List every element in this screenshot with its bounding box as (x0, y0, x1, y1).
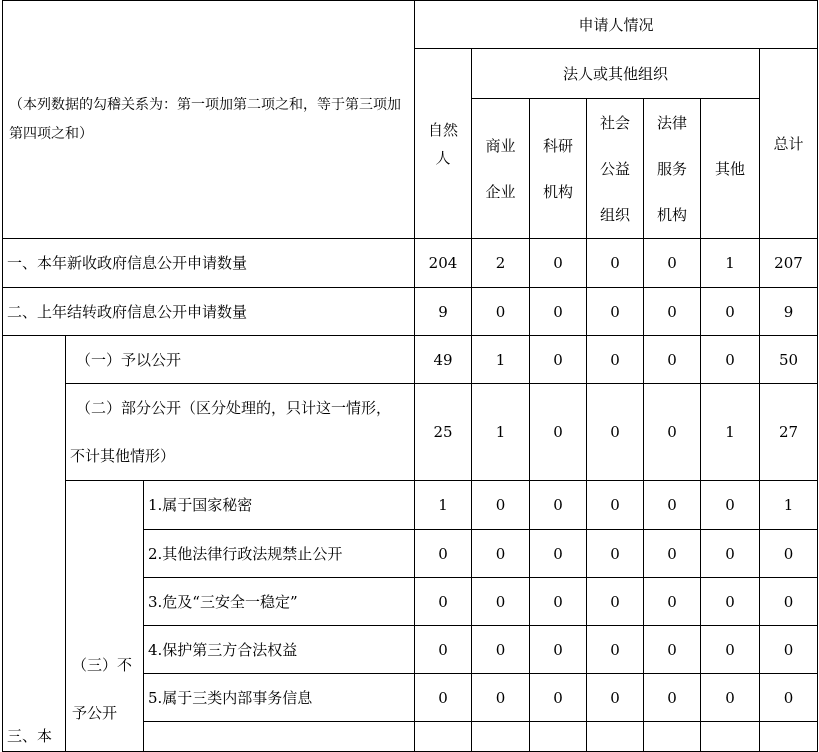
research-line-2: 机构 (542, 182, 573, 201)
continued-cell (530, 722, 587, 752)
cell-total: 27 (760, 384, 818, 481)
row-label: 一、本年新收政府信息公开申请数量 (3, 239, 415, 288)
note-text: （本列数据的勾稽关系为：第一项加第二项之和，等于第三项加第四项之和） (9, 96, 401, 142)
row-label: 4.保护第三方合法权益 (144, 626, 415, 674)
cell-natural-person: 1 (415, 481, 472, 530)
legal-service-line-2: 服务 (656, 159, 687, 178)
cell-legal-service: 0 (644, 530, 701, 578)
commercial-line-1: 商业 (485, 136, 516, 155)
cell-public-welfare: 0 (587, 578, 644, 626)
cell-total: 0 (760, 626, 818, 674)
cell-total: 0 (760, 530, 818, 578)
header-row-1 (3, 1, 818, 49)
research-line-1: 科研 (542, 136, 573, 155)
continued-cell (701, 722, 760, 752)
cell-legal-service: 0 (644, 578, 701, 626)
header-note (3, 1, 415, 239)
cell-public-welfare: 0 (587, 674, 644, 722)
cell-other: 0 (701, 626, 760, 674)
cell-commercial: 0 (472, 674, 530, 722)
table-row (3, 481, 818, 530)
application-statistics-table (2, 0, 818, 752)
cell-total: 9 (760, 288, 818, 336)
section-3-label: 三、本 (7, 727, 53, 745)
cell-total: 207 (760, 239, 818, 288)
cell-natural-person: 0 (415, 674, 472, 722)
natural-person-label: 自然人 (427, 120, 458, 167)
cell-natural-person: 0 (415, 530, 472, 578)
cell-legal-service: 0 (644, 674, 701, 722)
col-natural-person (415, 49, 472, 239)
cell-commercial: 1 (472, 336, 530, 384)
cell-other: 0 (701, 578, 760, 626)
public-welfare-line-3: 组织 (599, 205, 630, 224)
cell-other: 0 (701, 530, 760, 578)
public-welfare-line-2: 公益 (599, 159, 630, 178)
continued-cell (587, 722, 644, 752)
col-legal-service (644, 99, 701, 239)
section-3-label-cell (3, 336, 66, 752)
cell-commercial: 0 (472, 288, 530, 336)
cell-research: 0 (530, 578, 587, 626)
cell-commercial: 0 (472, 626, 530, 674)
cell-commercial: 0 (472, 530, 530, 578)
cell-research: 0 (530, 626, 587, 674)
table-row (3, 288, 818, 336)
cell-research: 0 (530, 530, 587, 578)
table-row (3, 336, 818, 384)
continued-cell (644, 722, 701, 752)
row-label: 5.属于三类内部事务信息 (144, 674, 415, 722)
col-research (530, 99, 587, 239)
cell-commercial: 0 (472, 578, 530, 626)
cell-legal-service: 0 (644, 336, 701, 384)
commercial-line-2: 企业 (485, 182, 516, 201)
legal-service-line-3: 机构 (656, 205, 687, 224)
cell-public-welfare: 0 (587, 626, 644, 674)
cell-research: 0 (530, 336, 587, 384)
continued-cell (415, 722, 472, 752)
cell-total: 0 (760, 578, 818, 626)
row-label-line-2: 不计其他情形） (70, 447, 176, 465)
row-label-line-1: （二）部分公开（区分处理的，只计这一情形， (76, 399, 392, 417)
cell-public-welfare: 0 (587, 530, 644, 578)
cell-other: 1 (701, 384, 760, 481)
not-disclosed-group-cell (66, 481, 144, 752)
cell-natural-person: 0 (415, 626, 472, 674)
table-row (3, 384, 818, 481)
cell-research: 0 (530, 384, 587, 481)
cell-research: 0 (530, 288, 587, 336)
statistics-table-page (2, 0, 817, 745)
row-label: 3.危及“三安全一稳定” (144, 578, 415, 626)
cell-legal-service: 0 (644, 481, 701, 530)
row-label (66, 384, 415, 481)
cell-other: 0 (701, 288, 760, 336)
continued-cell (760, 722, 818, 752)
row-label: 2.其他法律行政法规禁止公开 (144, 530, 415, 578)
legal-person-group-header: 法人或其他组织 (472, 49, 760, 99)
cell-other: 0 (701, 336, 760, 384)
cell-total: 50 (760, 336, 818, 384)
cell-natural-person: 49 (415, 336, 472, 384)
continued-label-cell (144, 722, 415, 752)
cell-commercial: 2 (472, 239, 530, 288)
cell-legal-service: 0 (644, 626, 701, 674)
legal-service-line-1: 法律 (656, 113, 687, 132)
applicant-situation-header: 申请人情况 (415, 1, 818, 49)
col-other: 其他 (701, 99, 760, 239)
cell-legal-service: 0 (644, 384, 701, 481)
cell-public-welfare: 0 (587, 239, 644, 288)
cell-natural-person: 204 (415, 239, 472, 288)
cell-public-welfare: 0 (587, 481, 644, 530)
row-label: （一）予以公开 (66, 336, 415, 384)
cell-research: 0 (530, 674, 587, 722)
cell-other: 0 (701, 481, 760, 530)
col-public-welfare (587, 99, 644, 239)
cell-natural-person: 9 (415, 288, 472, 336)
continued-cell (472, 722, 530, 752)
cell-other: 1 (701, 239, 760, 288)
cell-natural-person: 25 (415, 384, 472, 481)
public-welfare-line-1: 社会 (599, 113, 630, 132)
cell-legal-service: 0 (644, 239, 701, 288)
cell-commercial: 1 (472, 384, 530, 481)
not-disclosed-line-2: 予公开 (72, 704, 118, 722)
cell-public-welfare: 0 (587, 384, 644, 481)
cell-total: 1 (760, 481, 818, 530)
cell-commercial: 0 (472, 481, 530, 530)
not-disclosed-line-1: （三）不 (72, 656, 133, 674)
col-total: 总计 (760, 49, 818, 239)
cell-total: 0 (760, 674, 818, 722)
table-row (3, 239, 818, 288)
cell-other: 0 (701, 674, 760, 722)
row-label: 二、上年结转政府信息公开申请数量 (3, 288, 415, 336)
cell-research: 0 (530, 481, 587, 530)
top-border-fragment (2, 0, 66, 1)
row-label: 1.属于国家秘密 (144, 481, 415, 530)
col-commercial (472, 99, 530, 239)
cell-public-welfare: 0 (587, 288, 644, 336)
cell-public-welfare: 0 (587, 336, 644, 384)
cell-research: 0 (530, 239, 587, 288)
cell-natural-person: 0 (415, 578, 472, 626)
cell-legal-service: 0 (644, 288, 701, 336)
